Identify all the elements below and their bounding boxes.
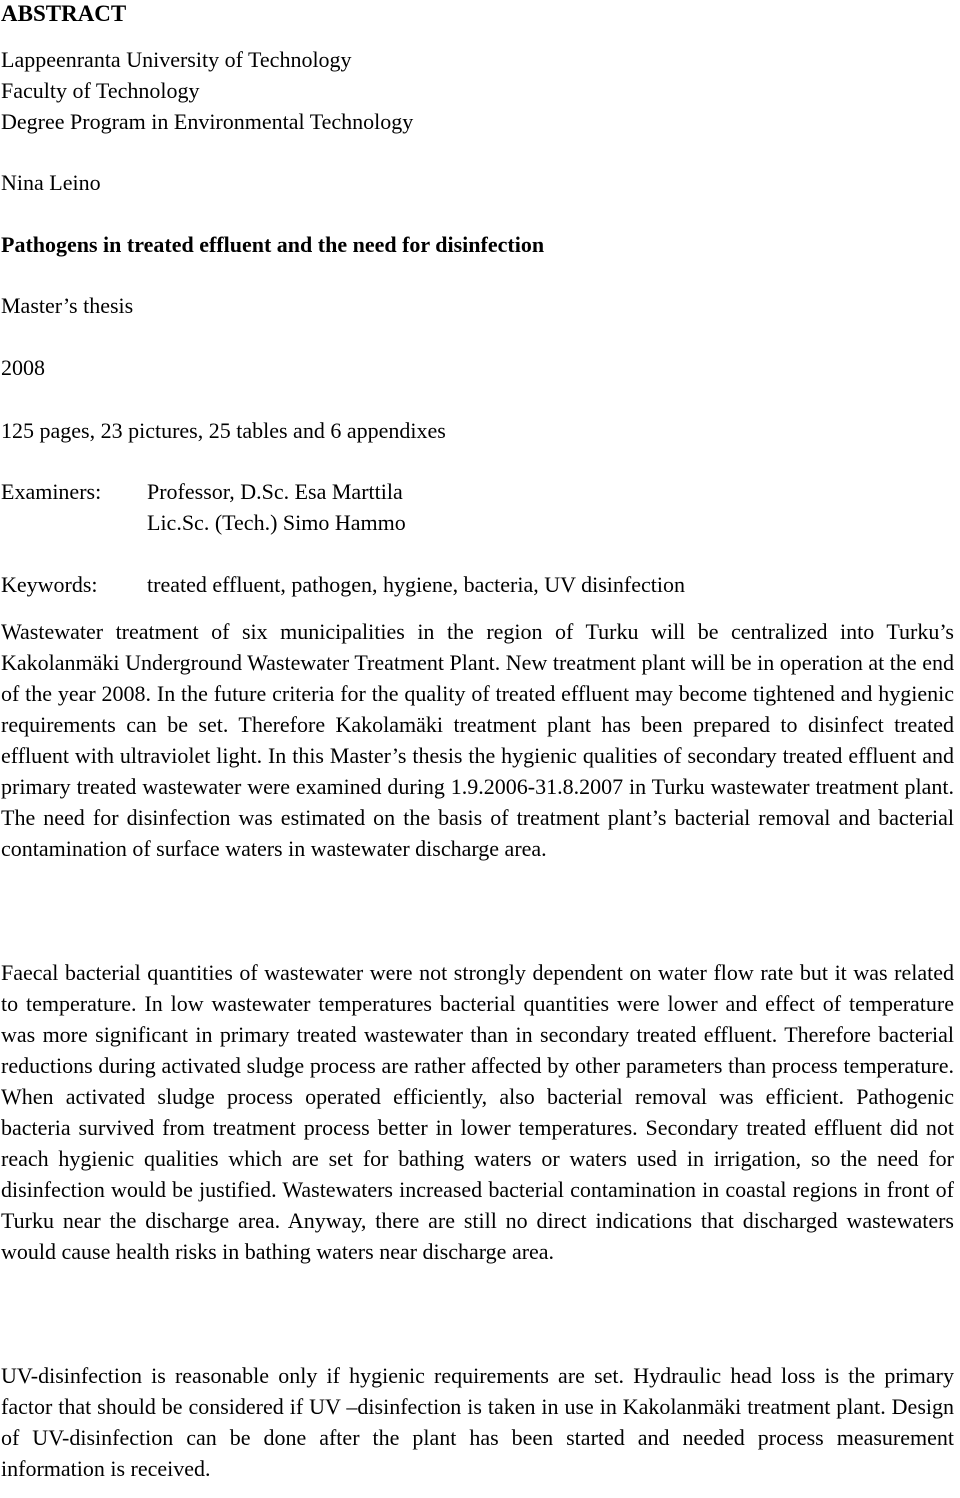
abstract-paragraph-1: Wastewater treatment of six municipalities in the region of Turku will be centralized into Turku’s Kakolanmäki Underground Wastewater Treatment Plant. New treatment plant will be in operation at the end of the year 2008. In the future criteria for the quality of treated effluent may become tightened and hygienic requirements can be set. Therefore Kakolamäki treatment plant has been prepared to disinfect treated effluent with ultraviolet light. In this Master’s thesis the hygienic qualities of secondary treated effluent and primary treated wastewater were examined during 1.9.2006-31.8.2007 in Turku wastewater treatment plant. The need for disinfection was estimated on the basis of treatment plant’s bacterial removal and bacterial contamination of surface waters in wastewater discharge area. [1, 619, 954, 861]
abstract-paragraph-3: UV-disinfection is reasonable only if hygienic requirements are set. Hydraulic head loss is the primary factor that should be considered if UV –disinfection is taken in use in Kakolanmäki treatment plant. Design of UV-disinfection can be done after the plant has been started and needed process measurement information is received. [1, 1363, 954, 1481]
examiner-1: Professor, D.Sc. Esa Marttila [147, 479, 403, 504]
author-name: Nina Leino [1, 170, 101, 195]
keywords-value: treated effluent, pathogen, hygiene, bacteria, UV disinfection [147, 572, 685, 597]
abstract-paragraph-2: Faecal bacterial quantities of wastewater were not strongly dependent on water flow rate but it was related to temperature. In low wastewater temperatures bacterial quantities were lower and effect of temperature was more significant in primary treated wastewater than in secondary treated effluent. Therefore bacterial reductions during activated sludge process are rather affected by other parameters than process temperature. When activated sludge process operated efficiently, also bacterial removal was efficient. Pathogenic bacteria survived from treatment process better in lower temperatures. Secondary treated effluent did not reach hygienic qualities which are set for bathing waters or waters used in irrigation, so the need for disinfection would be justified. Wastewaters increased bacterial contamination in coastal regions in front of Turku near the discharge area. Anyway, there are still no direct indications that discharged wastewaters would cause health risks in bathing waters near discharge area. [1, 960, 954, 1264]
degree-program: Degree Program in Environmental Technology [1, 109, 414, 134]
thesis-year: 2008 [1, 355, 45, 380]
affiliation-block [1, 44, 413, 137]
faculty-name: Faculty of Technology [1, 78, 200, 103]
keywords-label: Keywords: [1, 572, 98, 597]
thesis-extent: 125 pages, 23 pictures, 25 tables and 6 appendixes [1, 418, 446, 443]
university-name: Lappeenranta University of Technology [1, 47, 352, 72]
examiners-label: Examiners: [1, 479, 102, 504]
thesis-title: Pathogens in treated effluent and the need for disinfection [1, 232, 545, 257]
abstract-heading: ABSTRACT [1, 1, 127, 26]
thesis-type: Master’s thesis [1, 293, 134, 318]
examiner-2: Lic.Sc. (Tech.) Simo Hammo [147, 510, 406, 535]
examiners-list [147, 477, 406, 539]
